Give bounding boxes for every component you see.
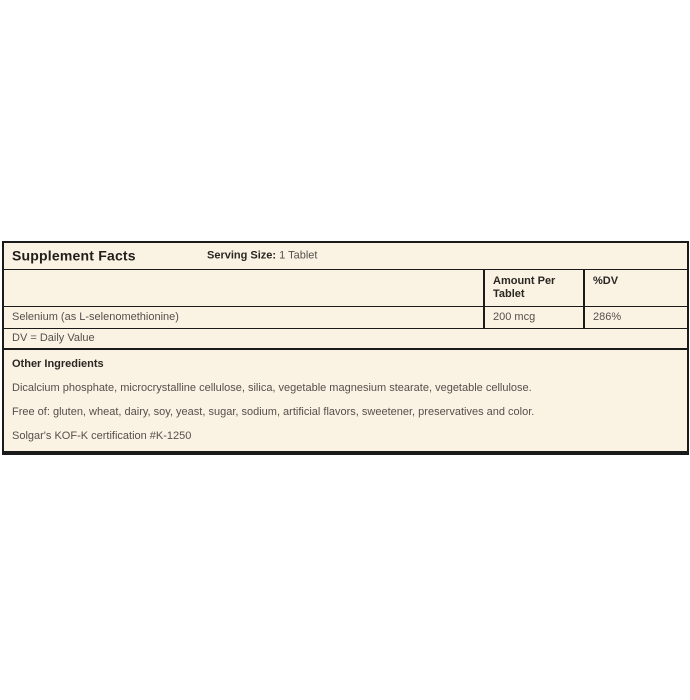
column-header-row [4, 270, 687, 307]
other-ingredients-list-line: Dicalcium phosphate, microcrystalline cellulose, silica, vegetable magnesium stearate, vegetable cellulose. [12, 382, 532, 394]
nutrient-name: Selenium (as L-selenomethionine) [12, 311, 179, 323]
serving-size-label: Serving Size: [207, 249, 277, 262]
column-header-amount-per-tablet: Amount Per Tablet [483, 270, 583, 306]
supplement-facts-header [4, 243, 687, 270]
nutrient-percent-dv: 286% [583, 307, 687, 328]
kof-k-certification-line: Solgar's KOF-K certification #K-1250 [12, 430, 192, 442]
column-header-percent-dv: %DV [583, 270, 687, 306]
supplement-facts-title: Supplement Facts [12, 247, 136, 264]
dv-footnote-row: DV = Daily Value [4, 329, 687, 350]
serving-size [207, 250, 317, 263]
column-header-empty [4, 270, 483, 306]
free-of-line: Free of: gluten, wheat, dairy, soy, yeast, sugar, sodium, artificial flavors, sweetener, preservatives and color. [12, 406, 535, 418]
serving-size-value: 1 Tablet [279, 249, 318, 262]
nutrient-amount: 200 mcg [483, 307, 583, 328]
other-ingredients-heading: Other Ingredients [12, 358, 104, 370]
other-ingredients-section [4, 350, 687, 451]
nutrient-row-selenium [4, 307, 687, 329]
supplement-facts-panel [2, 241, 689, 455]
